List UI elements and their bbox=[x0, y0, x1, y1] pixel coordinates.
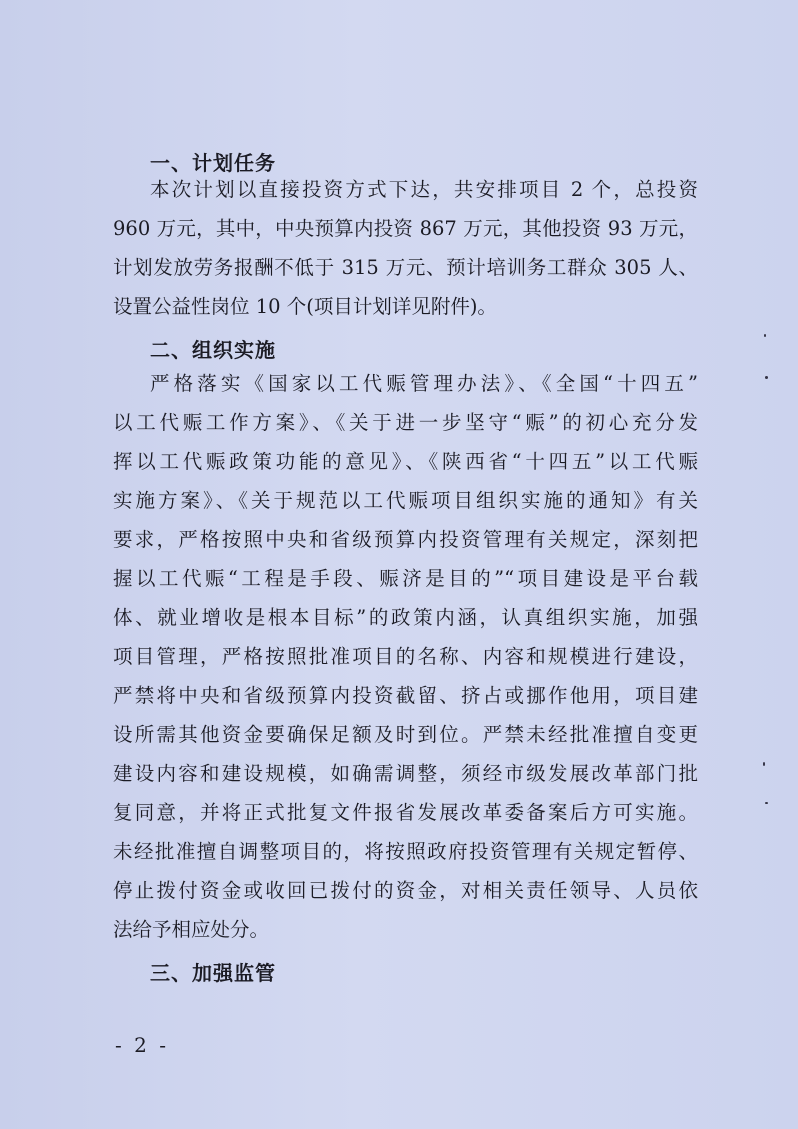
scan-speck bbox=[763, 762, 765, 766]
paragraph-line: 握以工代赈“工程是手段、赈济是目的”“项目建设是平台载 bbox=[113, 567, 698, 590]
paragraph-line: 严格落实《国家以工代赈管理办法》、《全国“十四五” bbox=[150, 372, 698, 395]
section-heading-2: 二、组织实施 bbox=[150, 338, 276, 362]
paragraph-line: 停止拨付资金或收回已拨付的资金，对相关责任领导、人员依 bbox=[113, 879, 698, 902]
paragraph-line: 项目管理，严格按照批准项目的名称、内容和规模进行建设， bbox=[113, 645, 698, 668]
paragraph-line: 实施方案》、《关于规范以工代赈项目组织实施的通知》有关 bbox=[113, 489, 698, 512]
paragraph-line: 要求，严格按照中央和省级预算内投资管理有关规定，深刻把 bbox=[113, 528, 698, 551]
paragraph-line: 法给予相应处分。 bbox=[113, 918, 270, 941]
page-number: - 2 - bbox=[115, 1033, 169, 1057]
scan-speck bbox=[765, 802, 768, 804]
paragraph-line: 960 万元，其中，中央预算内投资 867 万元，其他投资 93 万元， bbox=[113, 217, 698, 240]
paragraph-line: 未经批准擅自调整项目的，将按照政府投资管理有关规定暂停、 bbox=[113, 840, 698, 863]
paragraph-line: 以工代赈工作方案》、《关于进一步坚守“赈”的初心充分发 bbox=[113, 411, 698, 434]
section-heading-3: 三、加强监管 bbox=[150, 961, 276, 985]
scan-speck bbox=[764, 334, 766, 337]
paragraph-line: 设所需其他资金要确保足额及时到位。严禁未经批准擅自变更 bbox=[113, 723, 698, 746]
paragraph-line: 设置公益性岗位 10 个(项目计划详见附件)。 bbox=[113, 295, 497, 318]
paragraph-line: 挥以工代赈政策功能的意见》、《陕西省“十四五”以工代赈 bbox=[113, 450, 698, 473]
paragraph-line: 体、就业增收是根本目标”的政策内涵，认真组织实施，加强 bbox=[113, 606, 698, 629]
paragraph-line: 计划发放劳务报酬不低于 315 万元、预计培训务工群众 305 人、 bbox=[113, 256, 698, 279]
paragraph-line: 严禁将中央和省级预算内投资截留、挤占或挪作他用，项目建 bbox=[113, 684, 698, 707]
section-heading-1: 一、计划任务 bbox=[150, 151, 276, 175]
paragraph-line: 本次计划以直接投资方式下达，共安排项目 2 个，总投资 bbox=[150, 178, 698, 201]
paragraph-line: 建设内容和建设规模，如确需调整，须经市级发展改革部门批 bbox=[113, 762, 698, 785]
paragraph-line: 复同意，并将正式批复文件报省发展改革委备案后方可实施。 bbox=[113, 801, 698, 824]
scan-speck bbox=[765, 376, 768, 379]
